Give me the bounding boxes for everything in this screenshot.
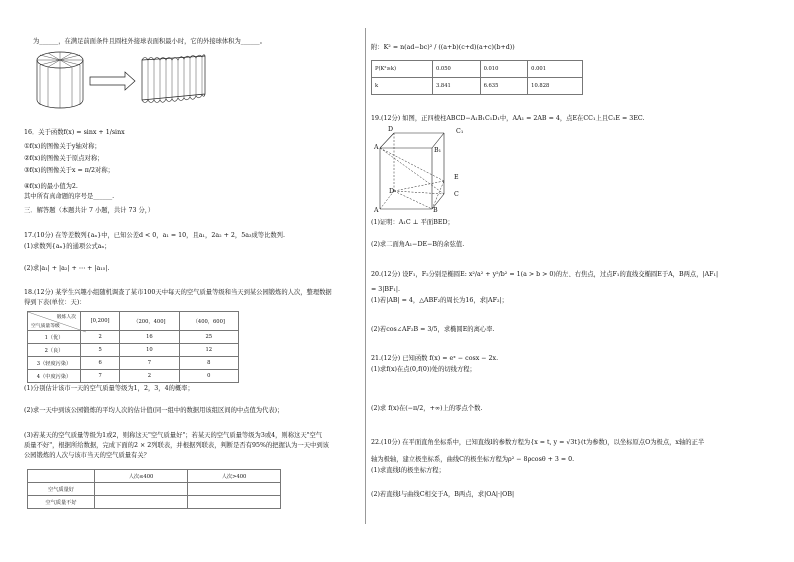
table-cell: 7	[81, 370, 120, 383]
table-cell: 3.841	[432, 78, 480, 95]
corner-top-label: 锻炼人次	[56, 315, 76, 320]
q20-part-1: (1)若|AB| = 4，△ABF₂的周长为16，求|AF₂|；	[371, 297, 508, 304]
label-C: C	[454, 191, 459, 198]
table-cell: 25	[179, 331, 238, 344]
table-row	[28, 470, 281, 483]
table-row	[28, 357, 239, 370]
table-cell: 10.828	[528, 78, 583, 95]
label-B1: B₁	[434, 147, 442, 154]
row-label: 3（轻度污染）	[28, 357, 81, 370]
q16-item-3: ③f(x)的图像关于x = π/2对称；	[24, 167, 114, 174]
row-label: 1（优）	[28, 331, 81, 344]
table-row	[28, 496, 281, 509]
table-cell: 0.010	[480, 61, 528, 78]
table-row	[28, 483, 281, 496]
table-row	[28, 312, 239, 331]
table-row	[372, 78, 583, 95]
q21-title: 21.(12分) 已知函数 f(x) = eˣ − cosx − 2x.	[371, 355, 499, 362]
column-divider	[365, 28, 366, 524]
table-header-cell: 人次>400	[188, 470, 281, 483]
table-cell: 5	[81, 344, 120, 357]
q16-item-4: ④f(x)的最小值为2.	[24, 183, 78, 190]
table-header-cell: 人次≤400	[95, 470, 188, 483]
label-C1: C₁	[456, 128, 464, 135]
q22-title-line-1: 22.(10分) 在平面直角坐标系中，已知直线l的参数方程为{x = t, y = √3t}(t为参数)，以坐标原点O为极点，x轴的正半	[371, 439, 705, 446]
table-cell: 0	[179, 370, 238, 383]
table-header-cell: （400，600]	[179, 312, 238, 331]
q21-part-1: (1)求f(x)在点(0,f(0))处的切线方程；	[371, 366, 476, 373]
q15-tail-text: 为______，在满足前面条件且圆柱外接球表面积最小时，它的外接球体积为______。	[33, 38, 266, 45]
q18-part-3-line-1: (3)若某天的空气质量等级为1或2，则称这天"空气质量好"；若某天的空气质量等级为3或4，则称这天"空气	[24, 432, 323, 439]
table-cell: 0.001	[528, 61, 583, 78]
row-label: 空气质量不好	[28, 496, 95, 509]
table-cell: 2	[120, 370, 179, 383]
table-cell: k	[372, 78, 433, 95]
q18-frequency-table	[27, 311, 239, 383]
q19-title: 19.(12分) 如图，正四棱柱ABCD−A₁B₁C₁D₁中，AA₁ = 2AB = 4，点E在CC₁上且C₁E = 3EC.	[371, 115, 645, 122]
q17-part-2: (2)求|a₁| + |a₂| + ⋯ + |a₁₅|.	[24, 265, 110, 272]
table-corner-cell	[28, 312, 81, 331]
table-cell: 6	[81, 357, 120, 370]
table-cell	[95, 496, 188, 509]
q18-part-3-line-2: 质量不好"，根据所给数据，完成下面的2 × 2列联表，并根据列联表，判断是否有95%的把握认为一天中到该	[24, 442, 329, 449]
k-critical-value-table	[371, 60, 583, 95]
label-D: D	[389, 188, 395, 195]
section-3-heading: 三．解答题（本题共计 7 小题，共计 73 分，）	[24, 207, 155, 214]
q20-title-line-1: 20.(12分) 设F₁，F₂分别是椭圆E: x²/a² + y²/b² = 1(a > b > 0)的左、右焦点，过点F₁的直线交椭圆E于A，B两点，|AF₁|	[371, 271, 719, 278]
q16-ask: 其中所有真命题的序号是______.	[24, 193, 115, 200]
q22-title-line-2: 轴为极轴，建立极坐标系，曲线C的极坐标方程为ρ² − 8ρcosθ + 3 = 0.	[371, 456, 575, 463]
table-cell	[188, 496, 281, 509]
table-cell: 12	[179, 344, 238, 357]
table-cell: 6.635	[480, 78, 528, 95]
table-cell: 10	[120, 344, 179, 357]
q22-part-1: (1)求直线l的极坐标方程；	[371, 467, 445, 474]
q16-title: 16．关于函数f(x) = sinx + 1/sinx	[24, 129, 125, 136]
q19-part-2: (2)求二面角A₁−DE−B的余弦值.	[371, 241, 465, 248]
table-row	[372, 61, 583, 78]
q18-contingency-table	[27, 469, 281, 509]
label-A: A	[374, 207, 379, 214]
prism-diagram	[372, 126, 467, 216]
table-cell	[95, 483, 188, 496]
table-cell: 2	[81, 331, 120, 344]
table-row	[28, 344, 239, 357]
q19-part-1: (1)证明：A₁C ⊥ 平面BED；	[371, 219, 454, 226]
row-label: 4（中度污染）	[28, 370, 81, 383]
q17-title: 17.(10分) 在等差数列{aₙ}中，已知公差d < 0，a₁ = 10，且a₁，2a₂ + 2，5a₃成等比数列.	[24, 232, 285, 239]
table-header-cell: [0,200]	[81, 312, 120, 331]
row-label: 2（良）	[28, 344, 81, 357]
q16-item-1: ①f(x)的图像关于y轴对称；	[24, 143, 101, 150]
row-label: 空气质量好	[28, 483, 95, 496]
label-E: E	[454, 174, 459, 181]
q22-part-2: (2)若直线l与曲线C相交于A，B两点，求|OA|·|OB|	[371, 491, 515, 498]
q18-part-3-line-3: 公园锻炼的人次与该市当天的空气质量有关？	[24, 452, 150, 459]
q20-part-2: (2)若cos∠AF₂B = 3/5，求椭圆E的离心率.	[371, 326, 495, 333]
q21-part-2: (2)求 f(x)在(−π/2，+∞)上的零点个数.	[371, 405, 483, 412]
table-cell: 7	[120, 357, 179, 370]
label-D1: D	[388, 126, 394, 133]
q18-part-1: (1)分别估计该市一天的空气质量等级为1，2，3，4的概率；	[24, 385, 194, 392]
q18-title-line-2: 得到下表(单位：天)：	[24, 299, 86, 306]
table-cell	[188, 483, 281, 496]
table-header-cell: （200，400]	[120, 312, 179, 331]
k-squared-formula: 附：K² = n(ad−bc)² / ((a+b)(c+d)(a+c)(b+d))	[371, 44, 515, 51]
table-header-cell	[28, 470, 95, 483]
table-cell: 16	[120, 331, 179, 344]
label-B: B	[433, 207, 438, 214]
table-cell: 8	[179, 357, 238, 370]
table-row	[28, 331, 239, 344]
q17-part-1: (1)求数列{aₙ}的通项公式aₙ；	[24, 243, 111, 250]
q18-title-line-1: 18.(12分) 某学生兴趣小组随机调查了某市100天中每天的空气质量等级和当天到某公园锻炼的人次，整理数据	[24, 289, 332, 296]
q18-part-2: (2)求一天中到该公园锻炼的平均人次的估计值(同一组中的数据用该组区间的中点值为代表)；	[24, 407, 284, 414]
q20-title-line-2: = 3|BF₁|.	[371, 286, 401, 293]
cylinder-cut-figure	[30, 50, 215, 112]
corner-bottom-label: 空气质量等级	[31, 324, 60, 329]
label-A1: A	[374, 144, 379, 151]
table-cell: P(K²≥k)	[372, 61, 433, 78]
table-cell: 0.050	[432, 61, 480, 78]
q16-item-2: ②f(x)的图像关于原点对称；	[24, 155, 104, 162]
table-row	[28, 370, 239, 383]
